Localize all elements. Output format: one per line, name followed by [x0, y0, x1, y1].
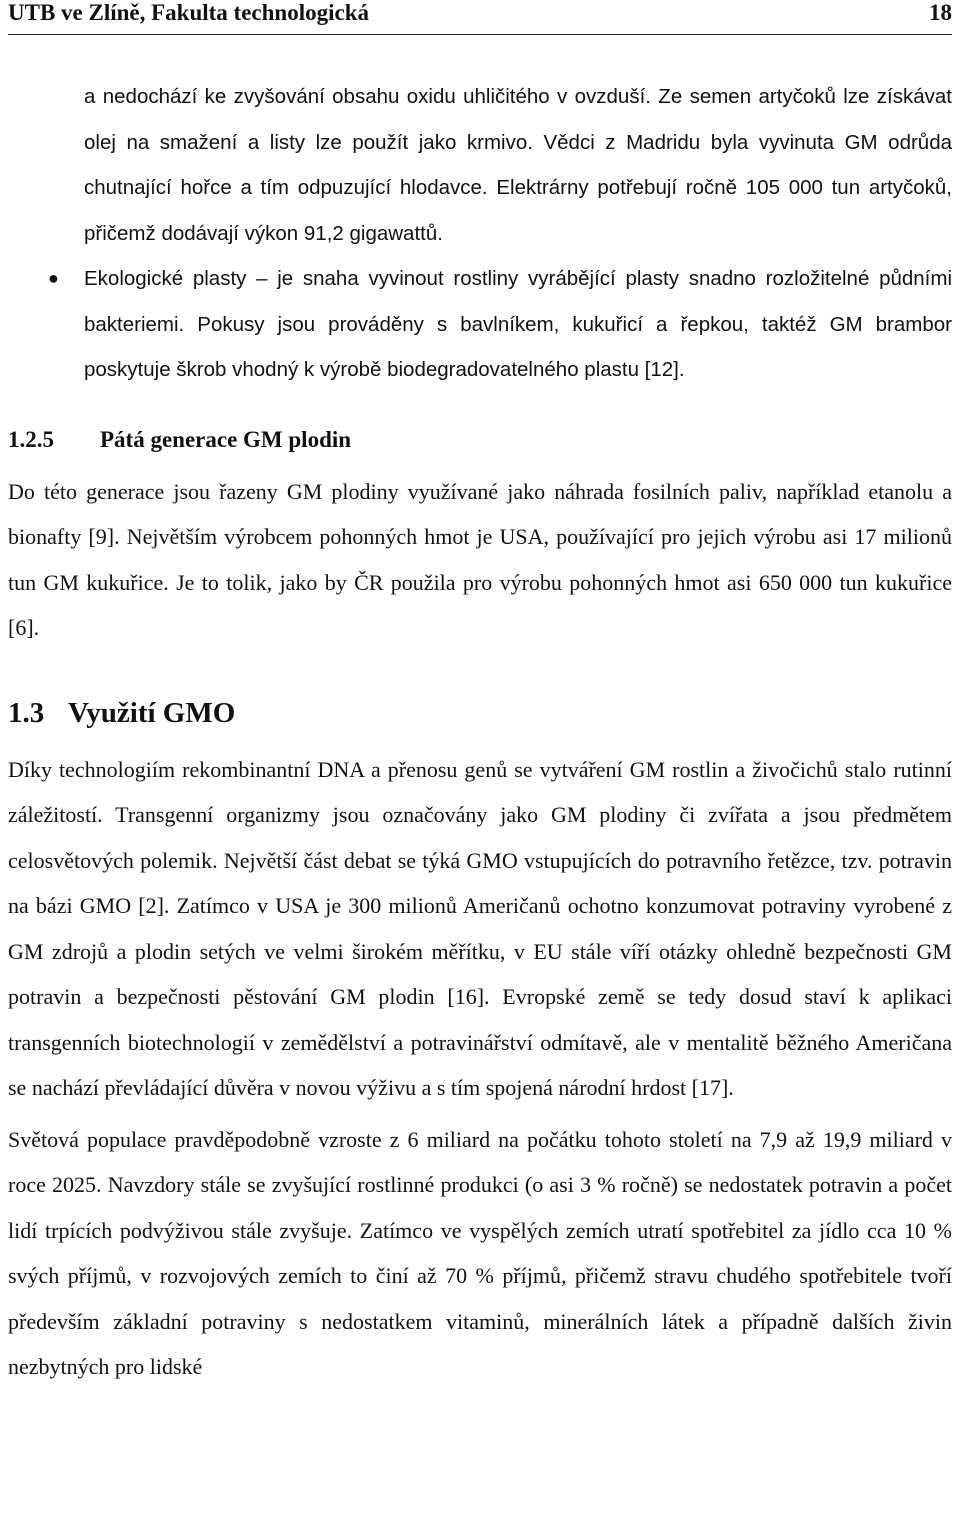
header-title: UTB ve Zlíně, Fakulta technologická	[8, 0, 369, 25]
section-1-2-5-paragraph: Do této generace jsou řazeny GM plodiny využívané jako náhrada fosilních paliv, například etanolu a bionafty [9]. Největším výrobcem pohonných hmot je USA, používající pro jejich výrobu asi 17 milionů tun GM kukuřice. Je to tolik, jako by ČR použila pro výrobu pohonných hmot asi 650 000 tun kukuřice [6].	[8, 478, 952, 640]
intro-paragraph: a nedochází ke zvyšování obsahu oxidu uhličitého v ovzduší. Ze semen artyčoků lze získávat olej na smažení a listy lze použít jako krmivo. Vědci z Madridu byla vyvinuta GM odrůda chutnající hořce a tím odpuzující hlodavce. Elektrárny potřebují ročně 105 000 tun artyčoků, přičemž dodávají výkon 91,2 gigawattů.	[84, 85, 952, 245]
bullet-text: Ekologické plasty – je snaha vyvinout rostliny vyrábějící plasty snadno rozložitelné půdními bakteriemi. Pokusy jsou prováděny s bavlníkem, kukuřicí a řepkou, taktéž GM brambor poskytuje škrob vhodný k výrobě biodegradovatelného plastu [12].	[84, 267, 952, 381]
bullet-item-ecoplastics	[8, 256, 952, 393]
section-1-3-paragraph-2: Světová populace pravděpodobně vzroste z 6 miliard na počátku tohoto století na 7,9 až 19,9 miliard v roce 2025. Navzdory stále se zvyšující rostlinné produkci (o asi 3 % ročně) se nedostatek potravin a počet lidí trpících podvýživou stále zvyšuje. Zatímco ve vyspělých zemích utratí spotřebitel za jídlo cca 10 % svých příjmů, v rozvojových zemích to činí až 70 % příjmů, přičemž stravu chudého spotřebitele tvoří především základní potraviny s nedostatkem vitaminů, minerálních látek a případně dalších živin nezbytných pro lidské	[8, 1126, 952, 1379]
page-content	[8, 74, 952, 1390]
page-number: 18	[929, 0, 952, 25]
section-1-3-paragraph-1: Díky technologiím rekombinantní DNA a přenosu genů se vytváření GM rostlin a živočichů stalo rutinní záležitostí. Transgenní organizmy jsou označovány jako GM plodiny či zvířata a jsou předmětem celosvětových polemik. Největší část debat se týká GMO vstupujících do potravního řetězce, tzv. potravin na bázi GMO [2]. Zatímco v USA je 300 milionů Američanů ochotno konzumovat potraviny vyrobené z GM zdrojů a plodin setých ve velmi širokém měřítku, v EU stále víří otázky ohledně bezpečnosti GM potravin a bezpečnosti pěstování GM plodin [16]. Evropské země se tedy dosud staví k aplikaci transgenních biotechnologií v zemědělství a potravinářství odmítavě, ale v mentalitě běžného Američana se nachází převládající důvěra v novou výživu a s tím spojená národní hrdost [17].	[8, 756, 952, 1100]
section-number: 1.3	[8, 696, 45, 729]
section-title: Pátá generace GM plodin	[100, 426, 352, 452]
section-number: 1.2.5	[8, 426, 54, 452]
section-title: Využití GMO	[68, 696, 236, 729]
section-heading-1-2-5	[8, 423, 952, 457]
bullet-dot-icon: ●	[48, 268, 59, 288]
page-header	[8, 0, 952, 35]
section-heading-1-3	[8, 693, 952, 733]
